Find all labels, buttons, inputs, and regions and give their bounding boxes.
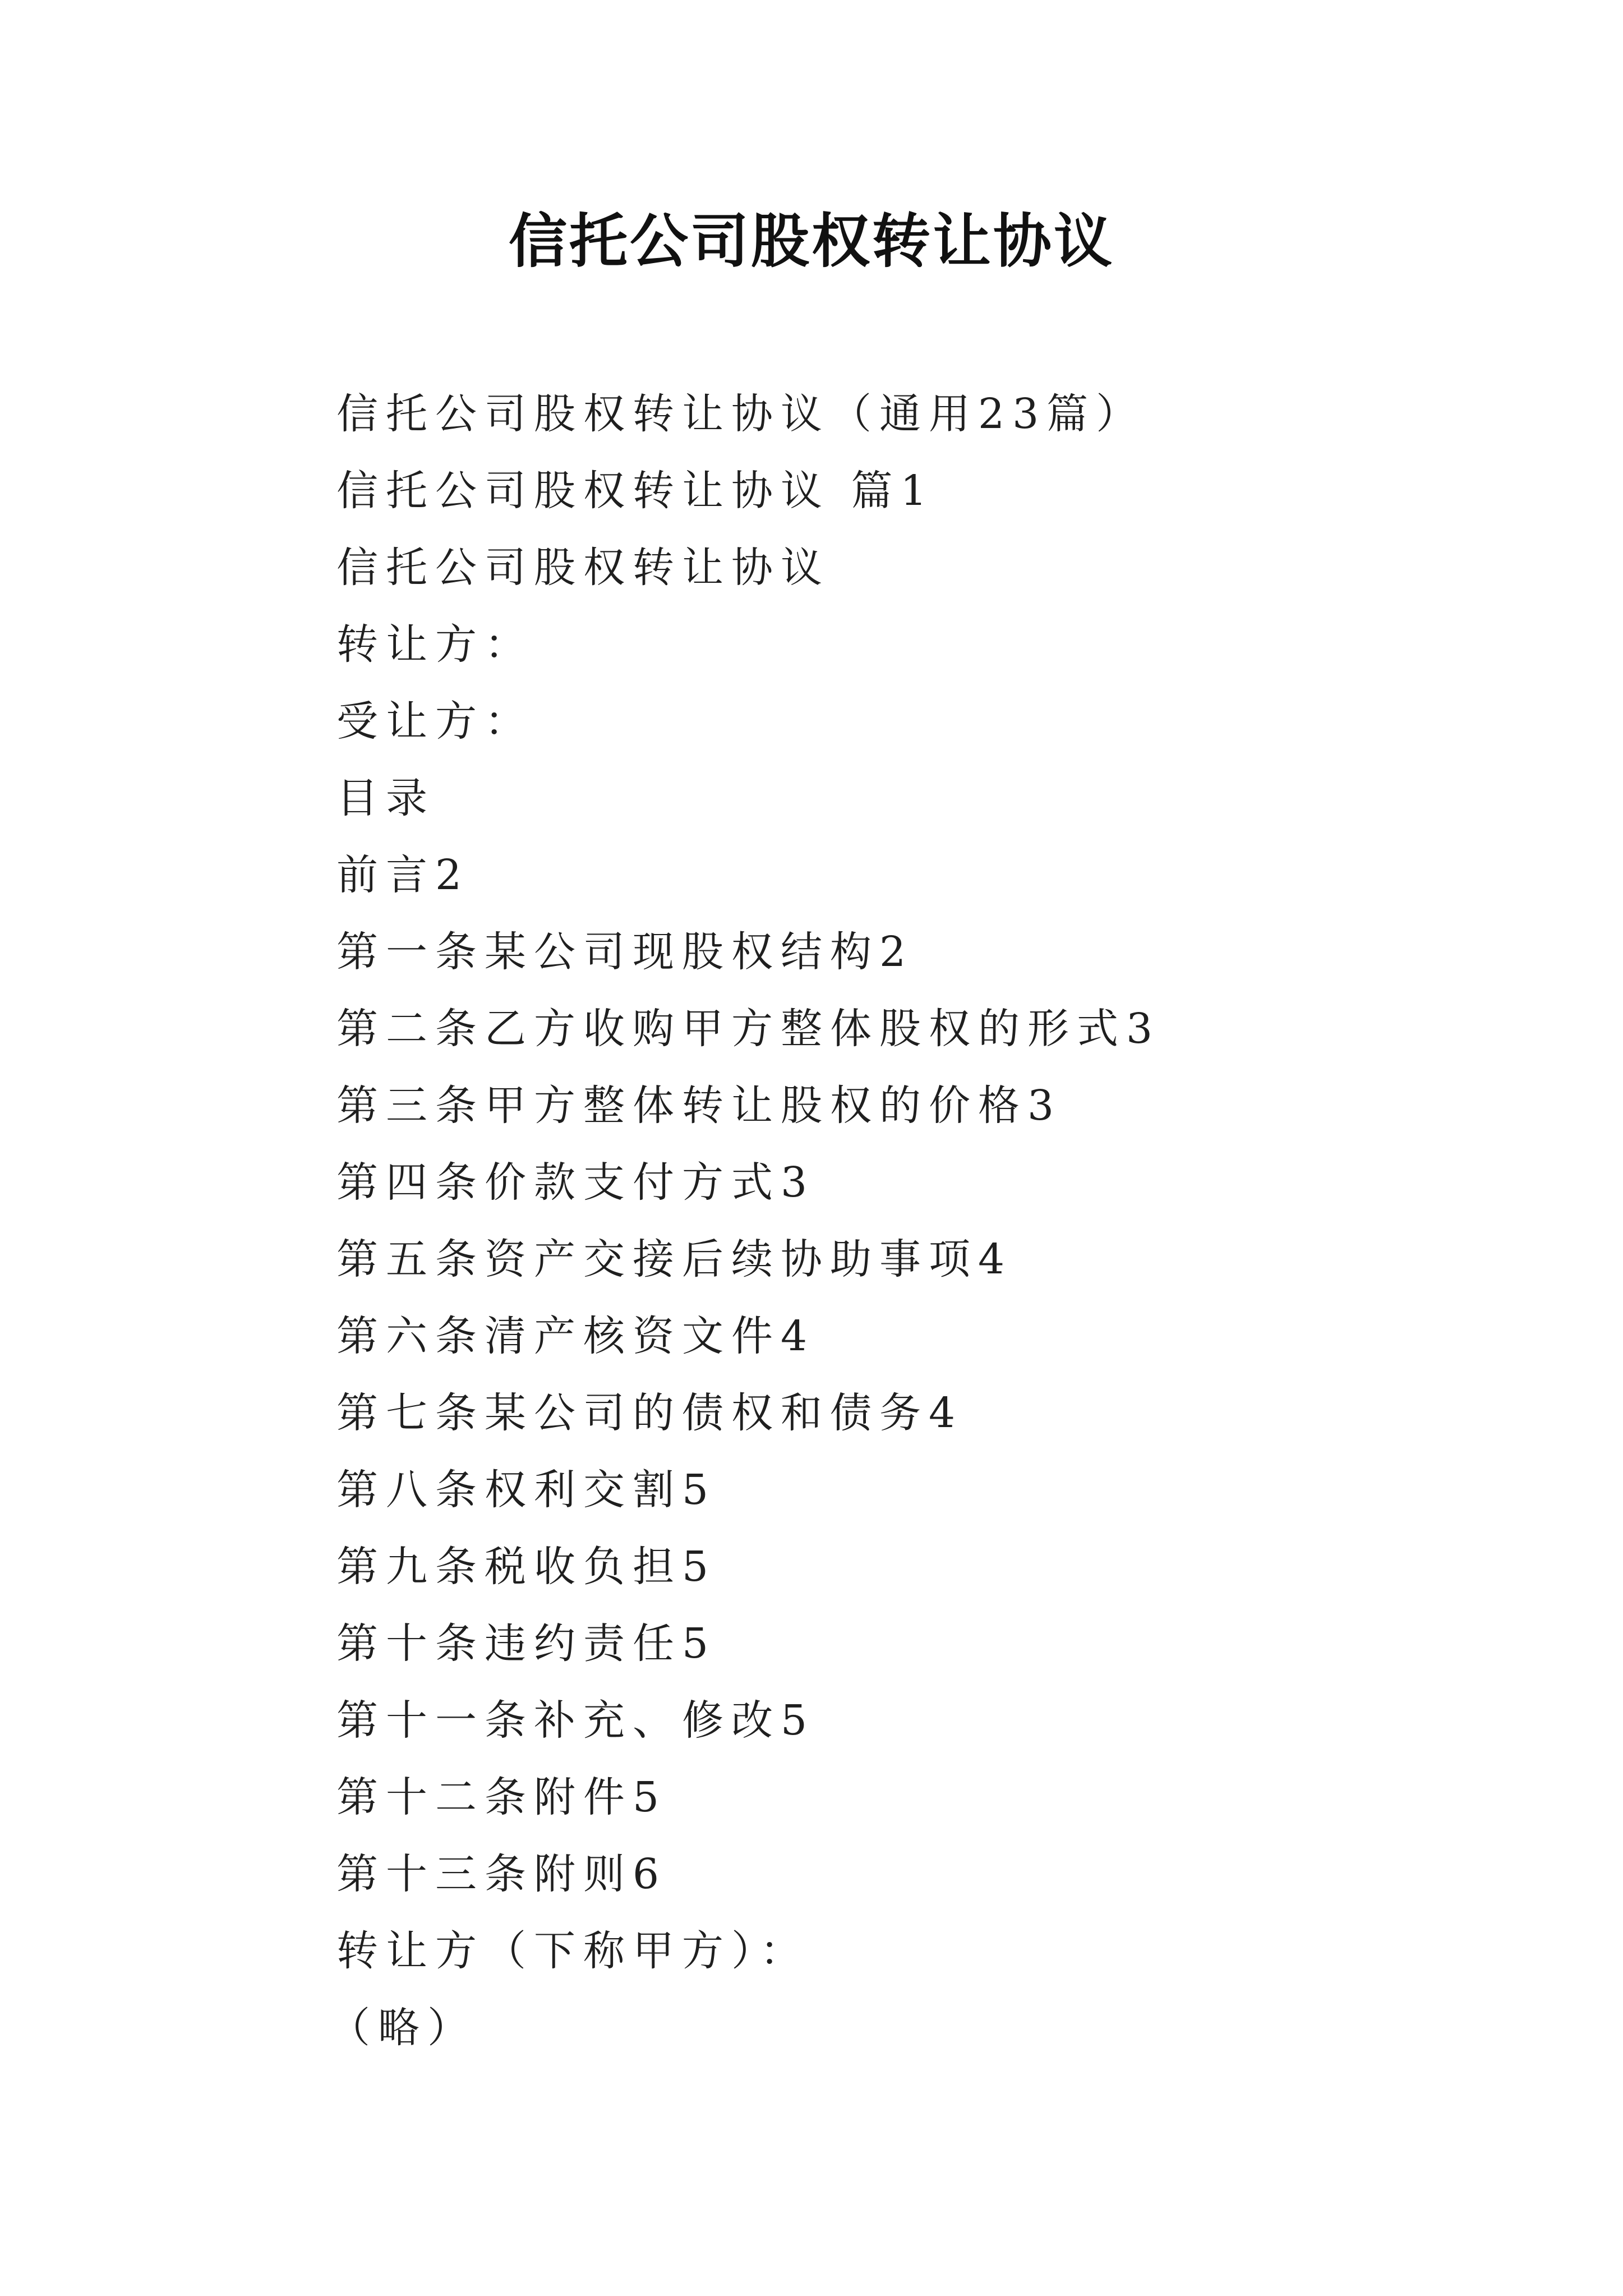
document-body bbox=[329, 376, 1514, 2067]
body-line-part-heading: 信托公司股权转让协议 篇1 bbox=[336, 467, 935, 515]
toc-item: 第十二条附件5 bbox=[336, 1773, 667, 1821]
body-line-transferor-party-a: 转让方（下称甲方）： bbox=[336, 1927, 809, 1975]
toc-item: 第八条权利交割5 bbox=[336, 1466, 717, 1514]
body-line-agreement-name: 信托公司股权转让协议 bbox=[336, 544, 830, 592]
toc-item: 第十一条补充、修改5 bbox=[336, 1696, 815, 1745]
toc-item: 第七条某公司的债权和债务4 bbox=[336, 1389, 963, 1437]
toc-item: 第六条清产核资文件4 bbox=[336, 1312, 815, 1360]
body-line-transferee: 受让方： bbox=[336, 697, 534, 746]
body-line-subtitle: 信托公司股权转让协议（通用23篇） bbox=[336, 390, 1146, 438]
toc-item: 第三条甲方整体转让股权的价格3 bbox=[336, 1082, 1062, 1130]
toc-item: 第二条乙方收购甲方整体股权的形式3 bbox=[336, 1005, 1161, 1053]
toc-item: 前言2 bbox=[336, 851, 470, 899]
toc-item: 第四条价款支付方式3 bbox=[336, 1158, 815, 1207]
toc-item: 第十条违约责任5 bbox=[336, 1619, 717, 1668]
toc-item: 第五条资产交接后续协助事项4 bbox=[336, 1235, 1013, 1283]
body-line-transferor: 转让方： bbox=[336, 620, 534, 669]
toc-item: 第一条某公司现股权结构2 bbox=[336, 928, 914, 976]
toc-item: 第十三条附则6 bbox=[336, 1850, 667, 1898]
document-title: 信托公司股权转让协议 bbox=[508, 206, 1114, 275]
toc-heading: 目录 bbox=[336, 774, 435, 822]
body-line-omitted: （略） bbox=[329, 2004, 477, 2052]
toc-item: 第九条税收负担5 bbox=[336, 1543, 717, 1591]
